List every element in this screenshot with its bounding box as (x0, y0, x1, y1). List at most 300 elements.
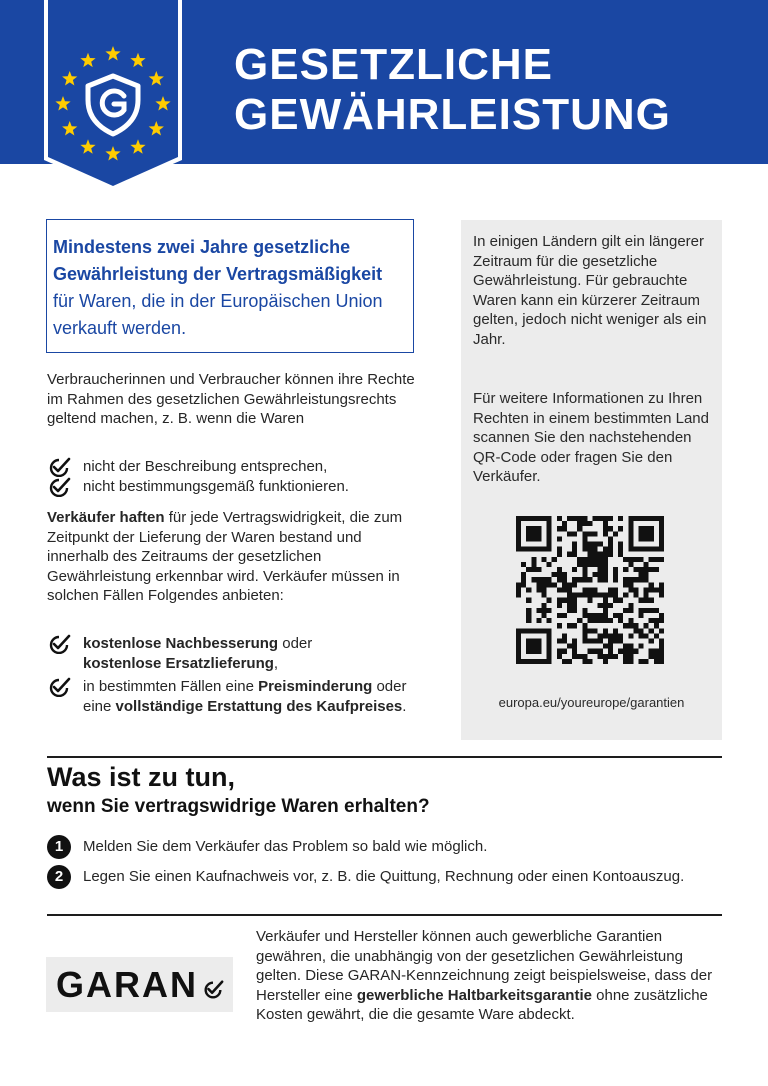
qr-module (649, 516, 654, 521)
qr-module (608, 587, 613, 592)
qr-module (618, 542, 623, 547)
qr-module (628, 618, 633, 623)
qr-module (587, 638, 592, 643)
qr-module (644, 536, 649, 541)
qr-module (593, 516, 598, 521)
qr-module (603, 618, 608, 623)
qr-module (531, 536, 536, 541)
eu-stars-shield-icon (44, 0, 182, 190)
qr-module (526, 526, 531, 531)
qr-module (613, 638, 618, 643)
qr-module (562, 638, 567, 643)
qr-module (587, 521, 592, 526)
qr-module (572, 623, 577, 628)
section-divider (47, 914, 722, 916)
qr-module (557, 603, 562, 608)
qr-module (531, 567, 536, 572)
qr-module (516, 516, 521, 521)
qr-module (531, 562, 536, 567)
qr-module (618, 598, 623, 603)
qr-module (603, 593, 608, 598)
qr-module (582, 593, 587, 598)
qr-module (638, 633, 643, 638)
qr-module (598, 562, 603, 567)
highlight-bold: Mindestens zwei Jahre gesetzliche Gewährleistung der Vertragsmäßigkeit (53, 237, 383, 284)
qr-module (577, 557, 582, 562)
qr-module (562, 659, 567, 664)
qr-module (542, 516, 547, 521)
check-icon (202, 979, 224, 1001)
qr-module (547, 526, 552, 531)
qr-module (638, 577, 643, 582)
qr-module (649, 557, 654, 562)
qr-module (516, 536, 521, 541)
qr-module (572, 552, 577, 557)
condition-item (47, 477, 413, 497)
qr-module (633, 577, 638, 582)
qr-module (644, 572, 649, 577)
qr-module (608, 654, 613, 659)
qr-module (567, 587, 572, 592)
qr-module (542, 613, 547, 618)
step-number: 2 (47, 865, 71, 889)
qr-module (608, 536, 613, 541)
qr-module (526, 638, 531, 643)
qr-module (582, 531, 587, 536)
qr-module (567, 531, 572, 536)
qr-module (577, 526, 582, 531)
qr-module (557, 587, 562, 592)
qr-module (582, 587, 587, 592)
qr-module (633, 547, 638, 552)
qr-module (577, 577, 582, 582)
qr-module (628, 531, 633, 536)
qr-module (547, 608, 552, 613)
qr-module (521, 582, 526, 587)
garan-plain: ohne zusätzliche Kosten gewährt, die die gesamte Ware abdeckt. (256, 986, 708, 1023)
qr-module (628, 562, 633, 567)
qr-module (659, 654, 664, 659)
qr-module (587, 659, 592, 664)
qr-module (526, 659, 531, 664)
qr-module (603, 603, 608, 608)
qr-module (654, 623, 659, 628)
qr-module (526, 644, 531, 649)
qr-module (608, 516, 613, 521)
qr-module (516, 531, 521, 536)
qr-module (582, 516, 587, 521)
page-title (234, 40, 671, 140)
qr-module (542, 593, 547, 598)
qr-module (516, 582, 521, 587)
qr-module (659, 628, 664, 633)
check-icon (47, 477, 71, 497)
step-item (47, 865, 693, 889)
qr-module (628, 557, 633, 562)
qr-module (608, 633, 613, 638)
qr-module (582, 623, 587, 628)
qr-module (516, 628, 521, 633)
qr-module (521, 628, 526, 633)
qr-module (547, 649, 552, 654)
qr-module (547, 516, 552, 521)
qr-module (562, 521, 567, 526)
qr-module (547, 536, 552, 541)
step-text: Melden Sie dem Verkäufer das Problem so bald wie möglich. (83, 838, 488, 855)
qr-module (562, 613, 567, 618)
qr-module (659, 659, 664, 664)
qr-module (659, 593, 664, 598)
sidebar-paragraph-1: In einigen Ländern gilt ein längerer Zeitraum für die gesetzliche Gewährleistung. Für gebrauchte Waren kann ein kürzerer Zeitraum gelten, jedoch nicht weniger als ein Jahr. (473, 233, 707, 348)
qr-module (572, 547, 577, 552)
qr-module (644, 593, 649, 598)
qr-module (593, 531, 598, 536)
qr-module (521, 659, 526, 664)
qr-module (638, 557, 643, 562)
qr-module (638, 644, 643, 649)
qr-module (526, 618, 531, 623)
qr-module (603, 628, 608, 633)
qr-module (623, 644, 628, 649)
qr-module (644, 547, 649, 552)
qr-module (628, 644, 633, 649)
qr-module (582, 572, 587, 577)
qr-module (623, 649, 628, 654)
qr-module (659, 521, 664, 526)
qr-module (577, 618, 582, 623)
qr-module (531, 547, 536, 552)
qr-module (659, 557, 664, 562)
qr-module (649, 567, 654, 572)
qr-module (654, 567, 659, 572)
qr-module (603, 531, 608, 536)
qr-module (593, 618, 598, 623)
qr-module (516, 633, 521, 638)
qr-module (603, 659, 608, 664)
qr-module (603, 521, 608, 526)
qr-module (587, 577, 592, 582)
qr-module (572, 567, 577, 572)
qr-module (562, 633, 567, 638)
qr-module (613, 572, 618, 577)
qr-module (608, 593, 613, 598)
qr-module (567, 623, 572, 628)
qr-module (659, 542, 664, 547)
qr-module (536, 618, 541, 623)
qr-module (644, 562, 649, 567)
qr-module (649, 582, 654, 587)
qr-module (649, 638, 654, 643)
qr-module (593, 562, 598, 567)
qr-module (526, 547, 531, 552)
qr-module (613, 593, 618, 598)
qr-module (547, 628, 552, 633)
qr-module (649, 608, 654, 613)
qr-module (628, 603, 633, 608)
qr-module (659, 526, 664, 531)
qr-module (547, 598, 552, 603)
qr-module (572, 603, 577, 608)
highlight-box (46, 219, 414, 353)
qr-module (618, 638, 623, 643)
qr-module (521, 547, 526, 552)
qr-module (608, 526, 613, 531)
qr-module (567, 644, 572, 649)
qr-module (598, 603, 603, 608)
remedy-plain: oder eine (83, 678, 407, 715)
qr-module (654, 557, 659, 562)
step-item (47, 835, 693, 859)
qr-module (598, 593, 603, 598)
qr-module (644, 623, 649, 628)
qr-module (659, 536, 664, 541)
qr-module (633, 516, 638, 521)
qr-module (623, 577, 628, 582)
garan-paragraph (256, 927, 726, 1025)
qr-module (542, 659, 547, 664)
qr-module (557, 516, 562, 521)
qr-module (587, 598, 592, 603)
qr-module (526, 567, 531, 572)
qr-module (572, 598, 577, 603)
qr-module (659, 644, 664, 649)
qr-module (542, 603, 547, 608)
qr-module (593, 613, 598, 618)
qr-module (638, 659, 643, 664)
qr-module (628, 649, 633, 654)
qr-module (572, 593, 577, 598)
qr-module (567, 593, 572, 598)
qr-module (577, 654, 582, 659)
qr-module (613, 577, 618, 582)
qr-module (552, 572, 557, 577)
qr-module (593, 628, 598, 633)
qr-module (562, 582, 567, 587)
qr-module (557, 638, 562, 643)
qr-module (562, 526, 567, 531)
qr-module (603, 526, 608, 531)
qr-module (526, 587, 531, 592)
qr-module (567, 598, 572, 603)
qr-module (598, 516, 603, 521)
todo-subheading: wenn Sie vertragswidrige Waren erhalten? (47, 796, 430, 817)
qr-module (587, 593, 592, 598)
qr-module (587, 562, 592, 567)
qr-module (644, 577, 649, 582)
condition-item (47, 457, 413, 477)
qr-module (587, 531, 592, 536)
qr-module (598, 618, 603, 623)
qr-module (633, 567, 638, 572)
qr-module (542, 608, 547, 613)
qr-module (649, 547, 654, 552)
qr-module (526, 536, 531, 541)
qr-module (628, 587, 633, 592)
qr-module (603, 608, 608, 613)
qr-module (542, 547, 547, 552)
qr-module (587, 552, 592, 557)
condition-text: nicht bestimmungsgemäß funktionieren. (83, 478, 349, 495)
check-icon (47, 677, 71, 697)
qr-module (649, 649, 654, 654)
qr-module (567, 608, 572, 613)
qr-module (654, 633, 659, 638)
qr-module (526, 613, 531, 618)
check-icon (47, 457, 71, 477)
qr-module (598, 577, 603, 582)
qr-module (613, 531, 618, 536)
garan-logo-text: GARAN (56, 963, 198, 1005)
qr-module (598, 633, 603, 638)
info-sidebar (461, 220, 722, 740)
qr-module (644, 526, 649, 531)
qr-module (582, 536, 587, 541)
qr-module (562, 577, 567, 582)
qr-module (536, 587, 541, 592)
qr-module (628, 608, 633, 613)
qr-module (654, 587, 659, 592)
qr-module (567, 516, 572, 521)
qr-module (638, 547, 643, 552)
qr-module (557, 577, 562, 582)
qr-module (547, 531, 552, 536)
qr-module (603, 516, 608, 521)
qr-module (603, 567, 608, 572)
qr-module (628, 654, 633, 659)
qr-module (638, 628, 643, 633)
qr-module (649, 587, 654, 592)
qr-module (654, 618, 659, 623)
qr-module (649, 654, 654, 659)
qr-module (638, 598, 643, 603)
qr-module (587, 613, 592, 618)
qr-module (582, 638, 587, 643)
qr-module (638, 536, 643, 541)
qr-module (582, 567, 587, 572)
qr-module (638, 572, 643, 577)
check-icon (47, 634, 71, 654)
qr-module (557, 547, 562, 552)
qr-module (572, 654, 577, 659)
qr-module (536, 547, 541, 552)
qr-module (623, 593, 628, 598)
qr-module (557, 572, 562, 577)
qr-module (633, 628, 638, 633)
qr-module (598, 613, 603, 618)
qr-module (649, 536, 654, 541)
qr-module (638, 526, 643, 531)
qr-module (618, 618, 623, 623)
qr-module (521, 572, 526, 577)
qr-module (623, 557, 628, 562)
qr-module (654, 654, 659, 659)
qr-module (521, 577, 526, 582)
qr-module (557, 536, 562, 541)
qr-module (536, 649, 541, 654)
qr-module (623, 623, 628, 628)
qr-module (638, 608, 643, 613)
title-line-2: GEWÄHRLEISTUNG (234, 90, 671, 139)
rights-intro: Verbraucherinnen und Verbraucher können ihre Rechte im Rahmen des gesetzlichen Gewährleistungsrechts geltend machen, z. B. wenn die Waren (47, 371, 415, 427)
qr-module (659, 618, 664, 623)
qr-module (628, 526, 633, 531)
qr-module (542, 628, 547, 633)
qr-module (608, 552, 613, 557)
qr-module (649, 628, 654, 633)
qr-module (618, 552, 623, 557)
qr-module (628, 633, 633, 638)
qr-module (582, 562, 587, 567)
qr-module (608, 603, 613, 608)
qr-module (593, 557, 598, 562)
youreurope-link[interactable]: europa.eu/youreurope/garantien (498, 695, 685, 710)
qr-module (536, 526, 541, 531)
qr-module (536, 567, 541, 572)
highlight-rest: für Waren, die in der Europäischen Union verkauft werden. (53, 291, 383, 338)
qr-module (654, 516, 659, 521)
qr-module (536, 644, 541, 649)
qr-module (531, 557, 536, 562)
qr-module (603, 547, 608, 552)
qr-module (618, 516, 623, 521)
qr-module (547, 618, 552, 623)
qr-module (516, 587, 521, 592)
qr-module (618, 547, 623, 552)
todo-heading: Was ist zu tun, (47, 762, 235, 792)
qr-module (582, 628, 587, 633)
qr-module (526, 628, 531, 633)
qr-module (603, 562, 608, 567)
qr-module (628, 623, 633, 628)
qr-module (593, 572, 598, 577)
qr-module (598, 638, 603, 643)
qr-module (587, 557, 592, 562)
qr-module (516, 638, 521, 643)
qr-module (557, 613, 562, 618)
qr-module (587, 542, 592, 547)
qr-module (654, 659, 659, 664)
qr-module (547, 582, 552, 587)
qr-module (628, 542, 633, 547)
qr-module (603, 552, 608, 557)
qr-module (547, 542, 552, 547)
qr-module (526, 516, 531, 521)
qr-module (613, 654, 618, 659)
qr-module (572, 649, 577, 654)
qr-module (618, 633, 623, 638)
qr-module (603, 572, 608, 577)
qr-module (654, 649, 659, 654)
qr-module (516, 659, 521, 664)
qr-module (659, 613, 664, 618)
remedy-text (83, 677, 413, 716)
qr-module (608, 618, 613, 623)
qr-module (582, 659, 587, 664)
qr-module (521, 516, 526, 521)
qr-module (628, 521, 633, 526)
qr-code-icon[interactable] (516, 516, 664, 664)
qr-module (572, 577, 577, 582)
qr-module (603, 598, 608, 603)
qr-module (572, 608, 577, 613)
qr-module (516, 593, 521, 598)
qr-module (644, 608, 649, 613)
qr-module (577, 593, 582, 598)
qr-module (638, 613, 643, 618)
qr-module (638, 516, 643, 521)
qr-module (526, 598, 531, 603)
qr-module (644, 516, 649, 521)
